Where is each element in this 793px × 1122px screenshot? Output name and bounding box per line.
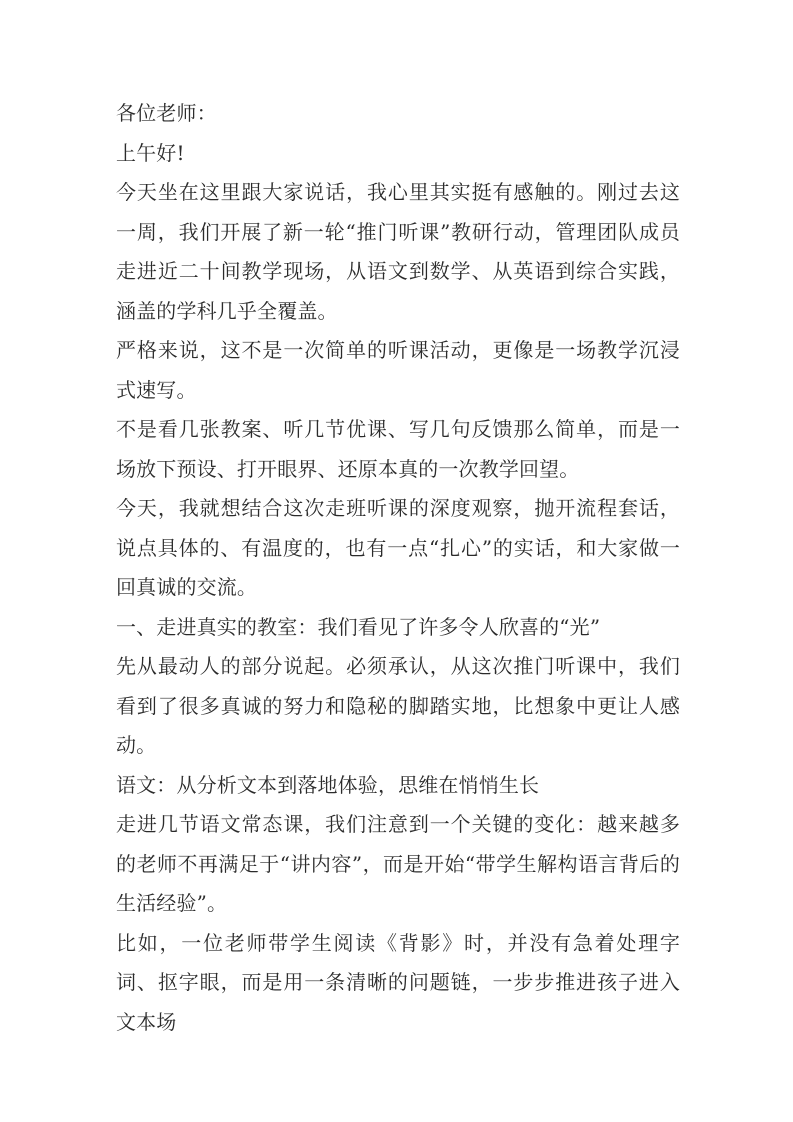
- paragraph-heading-2: 语文：从分析文本到落地体验，思维在悄悄生长: [116, 772, 540, 797]
- paragraph-para-5: 先从最动人的部分说起。必须承认，从这次推门听课中，我们看到了很多真诚的努力和隐秘的脚踏实地，比想象中更让人感动。: [116, 654, 680, 757]
- paragraph-para-2: 严格来说，这不是一次简单的听课活动，更像是一场教学沉浸式速写。: [116, 338, 680, 402]
- paragraph-para-3: 不是看几张教案、听几节优课、写几句反馈那么简单，而是一场放下预设、打开眼界、还原本真的一次教学回望。: [116, 417, 680, 481]
- paragraph-para-4: 今天，我就想结合这次走班听课的深度观察，抛开流程套话，说点具体的、有温度的，也有一点“扎心”的实话，和大家做一回真诚的交流。: [116, 496, 680, 599]
- paragraph-para-1: 今天坐在这里跟大家说话，我心里其实挺有感触的。刚过去这一周，我们开展了新一轮“推门听课”教研行动，管理团队成员走进近二十间教学现场，从语文到数学、从英语到综合实践，涵盖的学科几乎全覆盖。: [116, 180, 680, 323]
- paragraph-heading-1: 一、走进真实的教室：我们看见了许多令人欣喜的“光”: [116, 614, 601, 639]
- paragraph-salutation: 各位老师：: [116, 101, 217, 125]
- paragraph-para-6: 走进几节语文常态课，我们注意到一个关键的变化：越来越多的老师不再满足于“讲内容”，而是开始“带学生解构语言背后的生活经验”。: [116, 812, 680, 915]
- paragraph-para-7: 比如，一位老师带学生阅读《背影》时，并没有急着处理字词、抠字眼，而是用一条清晰的问题链，一步步推进孩子进入文本场: [116, 930, 680, 1034]
- document-text-body: [116, 94, 680, 1042]
- paragraph-greeting: 上午好!: [116, 140, 185, 165]
